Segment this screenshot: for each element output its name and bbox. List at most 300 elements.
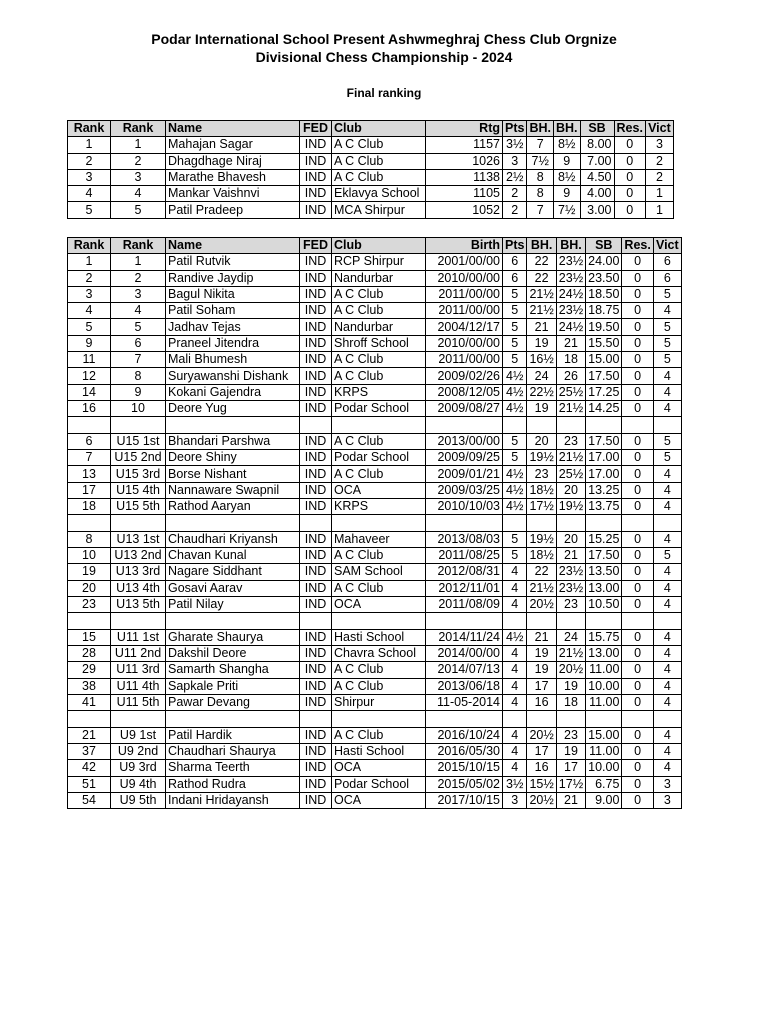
cell-rank: 1 <box>68 137 111 153</box>
cell-rank2: 3 <box>111 286 166 302</box>
cell-fed: IND <box>300 319 332 335</box>
cell-rank: 11 <box>68 352 111 368</box>
cell-club: MCA Shirpur <box>332 202 426 218</box>
cell-rtg: 1138 <box>426 169 503 185</box>
cell-sb: 4.50 <box>580 169 614 185</box>
cell-vict: 1 <box>645 202 673 218</box>
cell-rtg: 2017/10/15 <box>426 792 503 808</box>
cell-pts: 5 <box>503 548 527 564</box>
cell-bh2: 23½ <box>556 564 585 580</box>
column-header-bh2: BH. <box>553 121 580 137</box>
cell-name: Chaudhari Shaurya <box>166 744 300 760</box>
cell-sb: 4.00 <box>580 186 614 202</box>
cell-rank2: U9 3rd <box>111 760 166 776</box>
cell-club: A C Club <box>332 727 426 743</box>
cell-rank2: 10 <box>111 400 166 416</box>
cell-bh2: 25½ <box>556 384 585 400</box>
cell-fed: IND <box>300 580 332 596</box>
cell-sb: 10.50 <box>586 596 622 612</box>
cell-pts: 4½ <box>503 498 527 514</box>
cell-bh1: 17 <box>527 678 556 694</box>
column-header-res: Res. <box>614 121 645 137</box>
column-header-pts: Pts <box>503 238 527 254</box>
cell-bh1: 16 <box>527 694 556 710</box>
table-row <box>68 466 682 482</box>
cell-name: Dakshil Deore <box>166 646 300 662</box>
cell-bh1: 16 <box>527 760 556 776</box>
cell-pts: 4 <box>503 662 527 678</box>
cell-rank: 23 <box>68 596 111 612</box>
cell-bh1: 21½ <box>527 286 556 302</box>
cell-bh2: 23½ <box>556 270 585 286</box>
cell-res: 0 <box>622 254 653 270</box>
cell-sb: 13.25 <box>586 482 622 498</box>
cell-bh1: 19 <box>527 662 556 678</box>
cell-sb: 24.00 <box>586 254 622 270</box>
table-row <box>68 384 682 400</box>
cell-name: Samarth Shangha <box>166 662 300 678</box>
cell-pts: 4½ <box>503 482 527 498</box>
cell-club: A C Club <box>332 548 426 564</box>
ranking-table-rating <box>67 120 674 219</box>
table-row <box>68 303 682 319</box>
cell-name: Borse Nishant <box>166 466 300 482</box>
cell-pts: 6 <box>503 270 527 286</box>
cell-pts: 4 <box>503 596 527 612</box>
cell-rtg: 2014/11/24 <box>426 629 503 645</box>
cell-vict: 4 <box>653 400 681 416</box>
cell-rank: 54 <box>68 792 111 808</box>
cell-bh1: 20½ <box>527 596 556 612</box>
cell-pts: 5 <box>503 335 527 351</box>
cell-res: 0 <box>622 450 653 466</box>
table-row <box>68 368 682 384</box>
cell-res: 0 <box>614 186 645 202</box>
cell-pts: 4 <box>503 744 527 760</box>
cell-bh2: 21½ <box>556 646 585 662</box>
column-header-bh2: BH. <box>556 238 585 254</box>
cell-sb: 3.00 <box>580 202 614 218</box>
cell-club: A C Club <box>332 678 426 694</box>
cell-pts: 4½ <box>503 629 527 645</box>
cell-pts: 3½ <box>503 137 527 153</box>
table-row <box>68 352 682 368</box>
cell-rank: 3 <box>68 286 111 302</box>
cell-vict: 5 <box>653 548 681 564</box>
cell-rank: 3 <box>68 169 111 185</box>
cell-club: Podar School <box>332 450 426 466</box>
cell-club: Chavra School <box>332 646 426 662</box>
table-row <box>68 580 682 596</box>
cell-bh1: 18½ <box>527 548 556 564</box>
cell-vict: 4 <box>653 498 681 514</box>
table-row <box>68 335 682 351</box>
cell-name: Deore Yug <box>166 400 300 416</box>
cell-rtg: 2013/08/03 <box>426 531 503 547</box>
cell-sb: 15.00 <box>586 352 622 368</box>
cell-rank2: U11 4th <box>111 678 166 694</box>
table-row <box>68 202 674 218</box>
cell-bh1: 20 <box>527 433 556 449</box>
cell-name: Mankar Vaishnvi <box>166 186 300 202</box>
cell-rtg: 2014/07/13 <box>426 662 503 678</box>
cell-rank2: 9 <box>111 384 166 400</box>
cell-club: A C Club <box>332 466 426 482</box>
cell-club: Hasti School <box>332 744 426 760</box>
cell-fed: IND <box>300 433 332 449</box>
cell-bh2: 8½ <box>553 137 580 153</box>
cell-club: A C Club <box>332 352 426 368</box>
cell-res: 0 <box>622 629 653 645</box>
cell-club: KRPS <box>332 498 426 514</box>
cell-fed: IND <box>300 186 332 202</box>
cell-pts: 5 <box>503 433 527 449</box>
cell-club: A C Club <box>332 137 426 153</box>
cell-res: 0 <box>622 776 653 792</box>
cell-bh1: 15½ <box>527 776 556 792</box>
section-heading-final-ranking: Final ranking <box>346 86 422 100</box>
cell-rank: 21 <box>68 727 111 743</box>
cell-name: Patil Soham <box>166 303 300 319</box>
cell-rank2: 5 <box>111 202 166 218</box>
cell-bh2: 9 <box>553 186 580 202</box>
cell-name: Gharate Shaurya <box>166 629 300 645</box>
cell-bh2: 17½ <box>556 776 585 792</box>
table-row <box>68 531 682 547</box>
cell-bh1: 16½ <box>527 352 556 368</box>
cell-club: OCA <box>332 596 426 612</box>
cell-name: Mahajan Sagar <box>166 137 300 153</box>
cell-bh2: 21 <box>556 335 585 351</box>
cell-bh1: 24 <box>527 368 556 384</box>
table-row <box>68 433 682 449</box>
cell-fed: IND <box>300 303 332 319</box>
separator-row <box>68 613 682 630</box>
cell-bh2: 25½ <box>556 466 585 482</box>
cell-name: Chaudhari Kriyansh <box>166 531 300 547</box>
cell-res: 0 <box>622 433 653 449</box>
cell-rank2: U9 5th <box>111 792 166 808</box>
cell-rank: 28 <box>68 646 111 662</box>
cell-vict: 2 <box>645 169 673 185</box>
cell-bh1: 7 <box>527 202 554 218</box>
cell-rank2: 8 <box>111 368 166 384</box>
cell-club: A C Club <box>332 169 426 185</box>
table-row <box>68 186 674 202</box>
column-header-vict: Vict <box>645 121 673 137</box>
cell-bh1: 21½ <box>527 303 556 319</box>
cell-vict: 4 <box>653 694 681 710</box>
cell-rank: 16 <box>68 400 111 416</box>
cell-fed: IND <box>300 596 332 612</box>
cell-name: Suryawanshi Dishank <box>166 368 300 384</box>
cell-rank2: 2 <box>111 153 166 169</box>
cell-fed: IND <box>300 548 332 564</box>
cell-rtg: 2016/10/24 <box>426 727 503 743</box>
cell-sb: 17.00 <box>586 450 622 466</box>
cell-pts: 4½ <box>503 368 527 384</box>
cell-rank: 41 <box>68 694 111 710</box>
cell-rank: 5 <box>68 202 111 218</box>
table-body <box>68 137 674 218</box>
table-row <box>68 482 682 498</box>
cell-fed: IND <box>300 760 332 776</box>
cell-sb: 6.75 <box>586 776 622 792</box>
cell-sb: 11.00 <box>586 694 622 710</box>
cell-bh2: 21½ <box>556 400 585 416</box>
cell-sb: 11.00 <box>586 662 622 678</box>
cell-rtg: 2008/12/05 <box>426 384 503 400</box>
cell-fed: IND <box>300 450 332 466</box>
cell-res: 0 <box>614 202 645 218</box>
table-row <box>68 694 682 710</box>
column-header-sb: SB <box>580 121 614 137</box>
cell-vict: 3 <box>645 137 673 153</box>
cell-pts: 4 <box>503 694 527 710</box>
cell-name: Pawar Devang <box>166 694 300 710</box>
separator-row <box>68 417 682 434</box>
cell-rank2: U15 5th <box>111 498 166 514</box>
cell-name: Nannaware Swapnil <box>166 482 300 498</box>
cell-rank2: U13 4th <box>111 580 166 596</box>
cell-rank2: U15 2nd <box>111 450 166 466</box>
table-row <box>68 153 674 169</box>
cell-club: Hasti School <box>332 629 426 645</box>
column-header-bh1: BH. <box>527 238 556 254</box>
cell-rtg: 2014/00/00 <box>426 646 503 662</box>
cell-res: 0 <box>622 498 653 514</box>
cell-name: Patil Nilay <box>166 596 300 612</box>
cell-fed: IND <box>300 792 332 808</box>
cell-res: 0 <box>622 319 653 335</box>
cell-fed: IND <box>300 646 332 662</box>
cell-bh2: 19 <box>556 744 585 760</box>
cell-name: Indani Hridayansh <box>166 792 300 808</box>
cell-res: 0 <box>622 466 653 482</box>
cell-sb: 9.00 <box>586 792 622 808</box>
cell-rank2: 1 <box>111 254 166 270</box>
cell-bh2: 23 <box>556 727 585 743</box>
cell-fed: IND <box>300 270 332 286</box>
cell-name: Dhagdhage Niraj <box>166 153 300 169</box>
table-row <box>68 400 682 416</box>
cell-rank: 5 <box>68 319 111 335</box>
table-row <box>68 792 682 808</box>
cell-rank: 13 <box>68 466 111 482</box>
cell-pts: 5 <box>503 450 527 466</box>
cell-name: Nagare Siddhant <box>166 564 300 580</box>
cell-name: Praneel Jitendra <box>166 335 300 351</box>
cell-name: Randive Jaydip <box>166 270 300 286</box>
cell-name: Mali Bhumesh <box>166 352 300 368</box>
cell-pts: 4 <box>503 727 527 743</box>
cell-pts: 4½ <box>503 384 527 400</box>
cell-rank2: 3 <box>111 169 166 185</box>
cell-rtg: 2010/00/00 <box>426 270 503 286</box>
table-row <box>68 254 682 270</box>
cell-bh2: 18 <box>556 694 585 710</box>
table-row <box>68 662 682 678</box>
cell-sb: 15.75 <box>586 629 622 645</box>
cell-bh2: 7½ <box>553 202 580 218</box>
cell-res: 0 <box>622 646 653 662</box>
cell-bh1: 8 <box>527 169 554 185</box>
cell-fed: IND <box>300 727 332 743</box>
cell-rtg: 2016/05/30 <box>426 744 503 760</box>
cell-sb: 17.50 <box>586 548 622 564</box>
cell-bh1: 21 <box>527 629 556 645</box>
cell-bh2: 23½ <box>556 303 585 319</box>
cell-res: 0 <box>622 368 653 384</box>
table-header-row <box>68 238 682 254</box>
cell-fed: IND <box>300 169 332 185</box>
cell-rank2: U11 1st <box>111 629 166 645</box>
cell-rtg: 1157 <box>426 137 503 153</box>
cell-club: Mahaveer <box>332 531 426 547</box>
cell-rtg: 1105 <box>426 186 503 202</box>
cell-rank: 8 <box>68 531 111 547</box>
table-row <box>68 678 682 694</box>
cell-club: Eklavya School <box>332 186 426 202</box>
cell-bh2: 23 <box>556 433 585 449</box>
cell-res: 0 <box>622 760 653 776</box>
cell-fed: IND <box>300 352 332 368</box>
cell-rtg: 2010/10/03 <box>426 498 503 514</box>
cell-sb: 7.00 <box>580 153 614 169</box>
separator-row <box>68 515 682 532</box>
cell-club: KRPS <box>332 384 426 400</box>
cell-rank2: 4 <box>111 303 166 319</box>
cell-vict: 4 <box>653 531 681 547</box>
cell-bh2: 21 <box>556 548 585 564</box>
table-row <box>68 286 682 302</box>
cell-rank2: U15 4th <box>111 482 166 498</box>
cell-bh1: 7 <box>527 137 554 153</box>
cell-vict: 4 <box>653 662 681 678</box>
cell-bh1: 17 <box>527 744 556 760</box>
cell-bh1: 22 <box>527 254 556 270</box>
cell-bh2: 20½ <box>556 662 585 678</box>
cell-res: 0 <box>622 792 653 808</box>
cell-pts: 5 <box>503 303 527 319</box>
cell-name: Kokani Gajendra <box>166 384 300 400</box>
cell-rank2: U9 4th <box>111 776 166 792</box>
cell-rank: 37 <box>68 744 111 760</box>
cell-bh1: 19 <box>527 400 556 416</box>
cell-sb: 13.00 <box>586 580 622 596</box>
cell-bh2: 21½ <box>556 450 585 466</box>
table-row <box>68 629 682 645</box>
cell-bh1: 20½ <box>527 792 556 808</box>
cell-rank: 18 <box>68 498 111 514</box>
cell-pts: 4 <box>503 564 527 580</box>
cell-sb: 13.75 <box>586 498 622 514</box>
table-row <box>68 270 682 286</box>
cell-bh1: 22 <box>527 564 556 580</box>
table-row <box>68 137 674 153</box>
cell-club: OCA <box>332 482 426 498</box>
column-header-rtg: Rtg <box>426 121 503 137</box>
cell-rtg: 2009/08/27 <box>426 400 503 416</box>
cell-rtg: 2009/02/26 <box>426 368 503 384</box>
cell-vict: 4 <box>653 303 681 319</box>
column-header-club: Club <box>332 238 426 254</box>
cell-res: 0 <box>622 744 653 760</box>
cell-res: 0 <box>622 384 653 400</box>
cell-rank2: U13 5th <box>111 596 166 612</box>
cell-res: 0 <box>622 531 653 547</box>
column-header-pts: Pts <box>503 121 527 137</box>
cell-bh1: 19 <box>527 646 556 662</box>
cell-rank: 14 <box>68 384 111 400</box>
cell-club: A C Club <box>332 433 426 449</box>
column-header-fed: FED <box>300 238 332 254</box>
cell-fed: IND <box>300 694 332 710</box>
cell-sb: 17.00 <box>586 466 622 482</box>
cell-fed: IND <box>300 335 332 351</box>
cell-name: Rathod Aaryan <box>166 498 300 514</box>
cell-pts: 3½ <box>503 776 527 792</box>
cell-rank: 4 <box>68 186 111 202</box>
cell-rtg: 2011/08/25 <box>426 548 503 564</box>
cell-rtg: 2013/06/18 <box>426 678 503 694</box>
cell-res: 0 <box>622 400 653 416</box>
separator-row <box>68 711 682 728</box>
cell-sb: 10.00 <box>586 678 622 694</box>
cell-sb: 15.50 <box>586 335 622 351</box>
cell-vict: 4 <box>653 596 681 612</box>
cell-pts: 5 <box>503 286 527 302</box>
cell-sb: 17.50 <box>586 368 622 384</box>
cell-bh2: 26 <box>556 368 585 384</box>
cell-rtg: 2013/00/00 <box>426 433 503 449</box>
cell-bh1: 19 <box>527 335 556 351</box>
cell-pts: 4 <box>503 760 527 776</box>
cell-sb: 13.00 <box>586 646 622 662</box>
cell-bh1: 22½ <box>527 384 556 400</box>
cell-pts: 4 <box>503 580 527 596</box>
cell-rank: 20 <box>68 580 111 596</box>
cell-vict: 4 <box>653 760 681 776</box>
cell-res: 0 <box>622 270 653 286</box>
cell-bh2: 19 <box>556 678 585 694</box>
cell-club: A C Club <box>332 153 426 169</box>
cell-res: 0 <box>614 169 645 185</box>
cell-res: 0 <box>622 548 653 564</box>
cell-rank2: 6 <box>111 335 166 351</box>
cell-bh2: 23½ <box>556 580 585 596</box>
cell-rank2: U11 5th <box>111 694 166 710</box>
table-row <box>68 760 682 776</box>
table-row <box>68 498 682 514</box>
cell-rtg: 2001/00/00 <box>426 254 503 270</box>
cell-bh1: 21 <box>527 319 556 335</box>
cell-name: Chavan Kunal <box>166 548 300 564</box>
cell-rank2: U11 3rd <box>111 662 166 678</box>
document-title: Podar International School Present Ashwmeghraj Chess Club Orgnize <box>151 31 617 47</box>
cell-vict: 5 <box>653 352 681 368</box>
table-row <box>68 548 682 564</box>
cell-pts: 6 <box>503 254 527 270</box>
cell-res: 0 <box>614 137 645 153</box>
cell-rtg: 2011/00/00 <box>426 303 503 319</box>
cell-sb: 8.00 <box>580 137 614 153</box>
cell-res: 0 <box>622 727 653 743</box>
cell-rtg: 2011/08/09 <box>426 596 503 612</box>
cell-fed: IND <box>300 384 332 400</box>
cell-name: Marathe Bhavesh <box>166 169 300 185</box>
cell-rtg: 2009/09/25 <box>426 450 503 466</box>
